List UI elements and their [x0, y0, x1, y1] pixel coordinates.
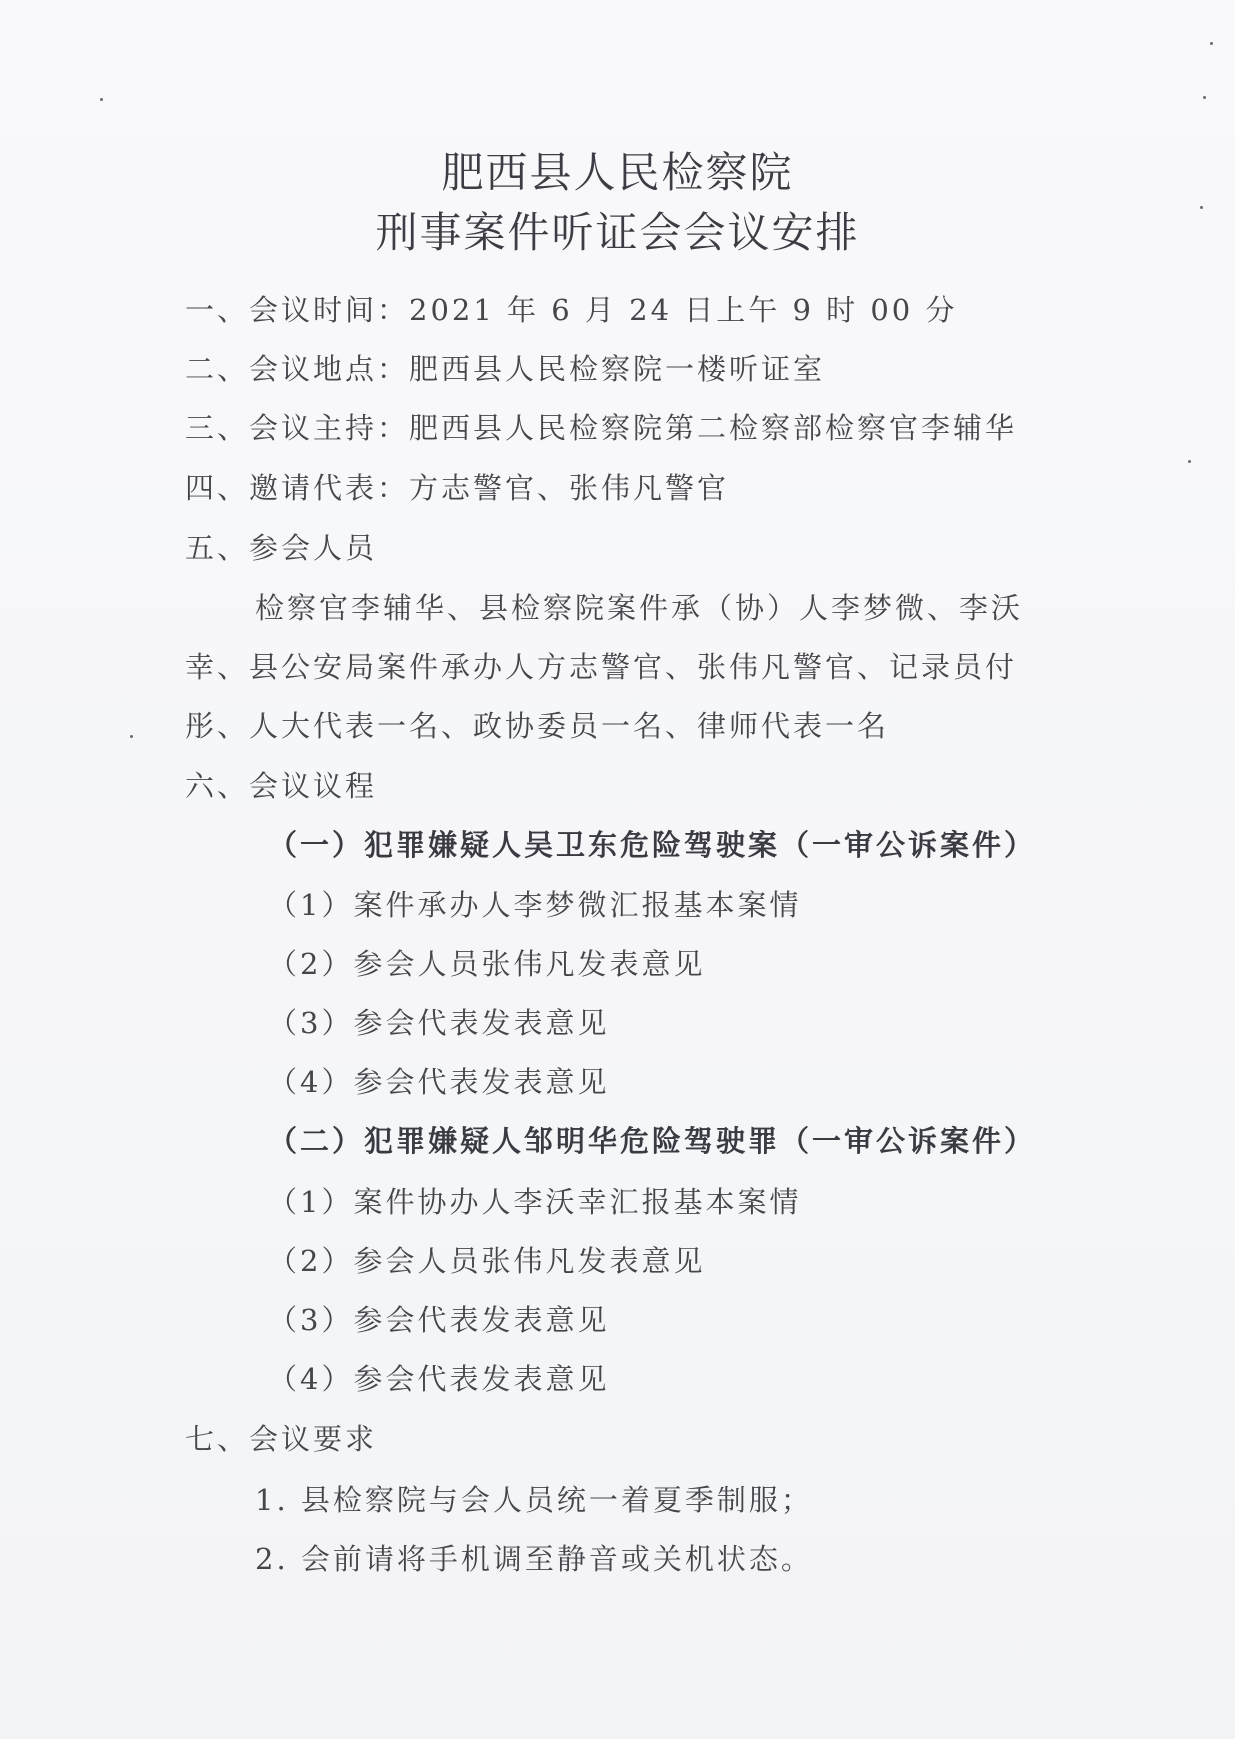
case2-title: （二）犯罪嫌疑人邹明华危险驾驶罪（一审公诉案件）: [268, 1124, 1037, 1158]
invited-representatives: 四、邀请代表：方志警官、张伟凡警官: [185, 471, 730, 505]
scan-speck: [1203, 96, 1206, 99]
case2-step2: （2）参会人员张伟凡发表意见: [268, 1244, 706, 1278]
requirements-heading: 七、会议要求: [185, 1422, 378, 1456]
case2-step4: （4）参会代表发表意见: [268, 1362, 610, 1396]
document-title-line2: 刑事案件听证会会议安排: [375, 208, 860, 257]
attendees-heading: 五、参会人员: [185, 531, 378, 565]
case2-step3: （3）参会代表发表意见: [268, 1303, 610, 1337]
case1-step4: （4）参会代表发表意见: [268, 1065, 610, 1099]
requirement-2: 2. 会前请将手机调至静音或关机状态。: [255, 1542, 813, 1576]
meeting-place: 二、会议地点：肥西县人民检察院一楼听证室: [185, 352, 826, 386]
meeting-time: 一、会议时间：2021 年 6 月 24 日上午 9 时 00 分: [185, 293, 958, 327]
document-title-line1: 肥西县人民检察院: [441, 148, 794, 197]
attendees-text-line1: 检察官李辅华、县检察院案件承（协）人李梦微、李沃: [255, 591, 1024, 625]
attendees-text-line2: 幸、县公安局案件承办人方志警官、张伟凡警官、记录员付: [185, 650, 1018, 684]
attendees-text-line3: 彤、人大代表一名、政协委员一名、律师代表一名: [185, 709, 890, 743]
case2-step1: （1）案件协办人李沃幸汇报基本案情: [268, 1185, 802, 1219]
case1-step3: （3）参会代表发表意见: [268, 1006, 610, 1040]
case1-title: （一）犯罪嫌疑人吴卫东危险驾驶案（一审公诉案件）: [268, 828, 1037, 862]
agenda-heading: 六、会议议程: [185, 769, 378, 803]
meeting-host: 三、会议主持：肥西县人民检察院第二检察部检察官李辅华: [185, 411, 1018, 445]
scan-speck: [1188, 460, 1191, 463]
scan-speck: [100, 98, 103, 101]
case1-step2: （2）参会人员张伟凡发表意见: [268, 947, 706, 981]
requirement-1: 1. 县检察院与会人员统一着夏季制服；: [255, 1483, 813, 1517]
scan-speck: [130, 735, 133, 738]
scan-speck: [1210, 42, 1213, 45]
case1-step1: （1）案件承办人李梦微汇报基本案情: [268, 888, 802, 922]
